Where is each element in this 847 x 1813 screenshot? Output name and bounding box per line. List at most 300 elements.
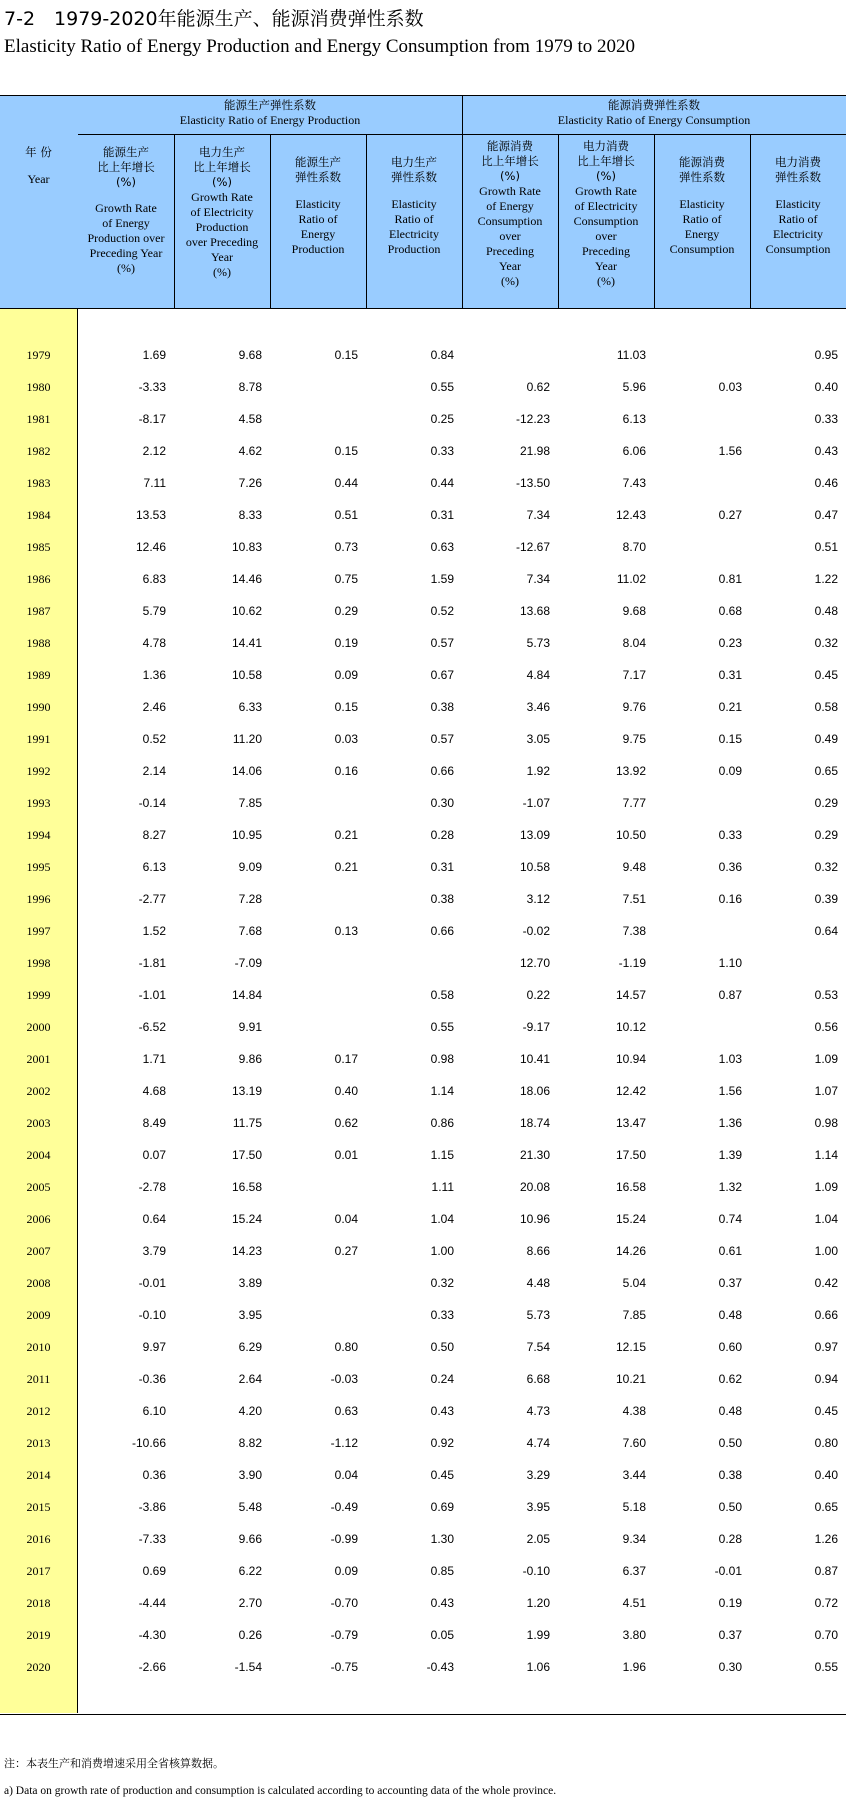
value-cell: -0.99 — [330, 1532, 358, 1546]
table-row — [0, 500, 846, 532]
value-cell: 3.95 — [526, 1500, 550, 1514]
col-header-cn: 电力生产 比上年增长 (%) — [193, 145, 251, 189]
value-cell: -0.01 — [714, 1564, 742, 1578]
value-cell: 0.69 — [430, 1500, 454, 1514]
value-cell: 4.48 — [526, 1276, 550, 1290]
value-cell: 0.09 — [718, 764, 742, 778]
value-cell: 0.21 — [334, 860, 358, 874]
value-cell: 6.13 — [622, 412, 646, 426]
value-cell: 0.86 — [430, 1116, 454, 1130]
value-cell: 0.72 — [814, 1596, 838, 1610]
value-cell: -0.10 — [138, 1308, 166, 1322]
year-header-cn: 年 份 — [25, 145, 52, 159]
value-cell: -7.33 — [138, 1532, 166, 1546]
col-header-en: Growth Rate of Electricity Consumption over Preceding Year (%) — [573, 184, 639, 288]
value-cell: 4.73 — [526, 1404, 550, 1418]
value-cell: 10.50 — [615, 828, 646, 842]
value-cell: 0.66 — [430, 924, 454, 938]
value-cell: 0.32 — [814, 860, 838, 874]
value-cell: -0.43 — [426, 1660, 454, 1674]
year-cell: 2020 — [26, 1660, 51, 1674]
table-row — [0, 1044, 846, 1076]
value-cell: 7.77 — [622, 796, 646, 810]
value-cell: 0.55 — [430, 1020, 454, 1034]
value-cell: -1.01 — [138, 988, 166, 1002]
value-cell: 4.38 — [622, 1404, 646, 1418]
value-cell: 0.47 — [814, 508, 838, 522]
value-cell: 1.52 — [142, 924, 166, 938]
value-cell: 0.31 — [430, 860, 454, 874]
year-cell: 2015 — [26, 1500, 51, 1514]
value-cell: 9.09 — [238, 860, 262, 874]
year-cell: 1985 — [26, 540, 51, 554]
value-cell: 0.52 — [430, 604, 454, 618]
value-cell: 1.32 — [718, 1180, 742, 1194]
col-header-cn: 能源生产 弹性系数 — [295, 155, 341, 184]
value-cell: 1.59 — [430, 572, 454, 586]
value-cell: 6.33 — [238, 700, 262, 714]
value-cell: 7.38 — [622, 924, 646, 938]
table-title-cn: 7-2 1979-2020年能源生产、能源消费弹性系数 — [4, 8, 424, 30]
value-cell: 4.84 — [526, 668, 550, 682]
value-cell: -0.14 — [138, 796, 166, 810]
value-cell: 10.96 — [519, 1212, 550, 1226]
year-cell: 1986 — [26, 572, 51, 586]
value-cell: 3.12 — [526, 892, 550, 906]
value-cell: 0.58 — [430, 988, 454, 1002]
year-cell: 2013 — [26, 1436, 51, 1450]
value-cell: 0.50 — [430, 1340, 454, 1354]
value-cell: -2.77 — [138, 892, 166, 906]
year-cell: 2010 — [26, 1340, 51, 1354]
value-cell: 12.70 — [519, 956, 550, 970]
table-row — [0, 1268, 846, 1300]
value-cell: 0.38 — [430, 700, 454, 714]
table-row — [0, 820, 846, 852]
value-cell: 5.73 — [526, 636, 550, 650]
value-cell: 7.85 — [622, 1308, 646, 1322]
value-cell: 0.84 — [430, 348, 454, 362]
value-cell: 0.43 — [430, 1404, 454, 1418]
value-cell: 0.44 — [334, 476, 358, 490]
value-cell: 0.01 — [334, 1148, 358, 1162]
value-cell: -10.66 — [131, 1436, 166, 1450]
year-cell: 2003 — [26, 1116, 51, 1130]
value-cell: 0.15 — [334, 444, 358, 458]
value-cell: 5.73 — [526, 1308, 550, 1322]
value-cell: -12.23 — [515, 412, 550, 426]
value-cell: 18.74 — [519, 1116, 550, 1130]
value-cell: 0.36 — [142, 1468, 166, 1482]
value-cell: 7.17 — [622, 668, 646, 682]
value-cell: 7.60 — [622, 1436, 646, 1450]
value-cell: 0.04 — [334, 1212, 358, 1226]
value-cell: 0.04 — [334, 1468, 358, 1482]
table-row — [0, 436, 846, 468]
value-cell: 1.06 — [526, 1660, 550, 1674]
value-cell: 0.98 — [814, 1116, 838, 1130]
value-cell: 0.27 — [334, 1244, 358, 1258]
value-cell: 0.85 — [430, 1564, 454, 1578]
value-cell: 7.34 — [526, 508, 550, 522]
value-cell: 9.68 — [622, 604, 646, 618]
value-cell: 2.14 — [142, 764, 166, 778]
value-cell: 0.48 — [814, 604, 838, 618]
value-cell: 3.95 — [238, 1308, 262, 1322]
table-row — [0, 372, 846, 404]
value-cell: 3.29 — [526, 1468, 550, 1482]
header-divider — [174, 134, 175, 308]
value-cell: 1.36 — [718, 1116, 742, 1130]
table-row — [0, 724, 846, 756]
value-cell: 6.13 — [142, 860, 166, 874]
value-cell: 0.33 — [430, 1308, 454, 1322]
value-cell: -0.36 — [138, 1372, 166, 1386]
year-cell: 1982 — [26, 444, 51, 458]
value-cell: 7.54 — [526, 1340, 550, 1354]
value-cell: 0.66 — [814, 1308, 838, 1322]
value-cell: 8.78 — [238, 380, 262, 394]
value-cell: 0.63 — [430, 540, 454, 554]
year-cell: 2005 — [26, 1180, 51, 1194]
value-cell: 1.69 — [142, 348, 166, 362]
value-cell: 0.09 — [334, 668, 358, 682]
value-cell: 0.57 — [430, 636, 454, 650]
value-cell: -0.79 — [330, 1628, 358, 1642]
value-cell: 9.66 — [238, 1532, 262, 1546]
year-cell: 1980 — [26, 380, 51, 394]
production-group-header — [78, 98, 462, 128]
table-row — [0, 1332, 846, 1364]
value-cell: -8.17 — [138, 412, 166, 426]
value-cell: -12.67 — [515, 540, 550, 554]
value-cell: 0.48 — [718, 1308, 742, 1322]
value-cell: 0.98 — [430, 1052, 454, 1066]
year-cell: 2018 — [26, 1596, 51, 1610]
value-cell: 9.68 — [238, 348, 262, 362]
value-cell: 0.23 — [718, 636, 742, 650]
value-cell: -1.54 — [234, 1660, 262, 1674]
value-cell: 0.62 — [526, 380, 550, 394]
col-header-en: Growth Rate of Electricity Production over Preceding Year (%) — [185, 190, 259, 279]
table-row — [0, 916, 846, 948]
value-cell: 0.39 — [814, 892, 838, 906]
value-cell: 1.04 — [814, 1212, 838, 1226]
table-row — [0, 1076, 846, 1108]
year-cell: 2017 — [26, 1564, 51, 1578]
value-cell: 9.97 — [142, 1340, 166, 1354]
table-row — [0, 404, 846, 436]
value-cell: 0.33 — [718, 828, 742, 842]
value-cell: 10.94 — [615, 1052, 646, 1066]
value-cell: 14.06 — [231, 764, 262, 778]
value-cell: 0.37 — [718, 1276, 742, 1290]
value-cell: 0.09 — [334, 1564, 358, 1578]
table-row — [0, 1012, 846, 1044]
value-cell: 9.34 — [622, 1532, 646, 1546]
value-cell: 0.07 — [142, 1148, 166, 1162]
col-header-en: Growth Rate of Energy Consumption over Preceding Year (%) — [477, 184, 543, 288]
value-cell: -6.52 — [138, 1020, 166, 1034]
value-cell: 0.65 — [814, 1500, 838, 1514]
value-cell: 0.30 — [430, 796, 454, 810]
value-cell: 4.58 — [238, 412, 262, 426]
table-top-rule — [0, 95, 846, 96]
table-row — [0, 628, 846, 660]
value-cell: 12.42 — [615, 1084, 646, 1098]
value-cell: 6.10 — [142, 1404, 166, 1418]
value-cell: 0.70 — [814, 1628, 838, 1642]
value-cell: 0.32 — [814, 636, 838, 650]
value-cell: 0.29 — [334, 604, 358, 618]
value-cell: 0.03 — [718, 380, 742, 394]
value-cell: 2.70 — [238, 1596, 262, 1610]
col-header-en: Elasticity Ratio of Electricity Production — [387, 197, 441, 256]
value-cell: 1.36 — [142, 668, 166, 682]
value-cell: 0.21 — [334, 828, 358, 842]
year-cell: 2012 — [26, 1404, 51, 1418]
value-cell: 1.00 — [430, 1244, 454, 1258]
table-row — [0, 1492, 846, 1524]
value-cell: 0.36 — [718, 860, 742, 874]
value-cell: 0.64 — [814, 924, 838, 938]
table-row — [0, 1428, 846, 1460]
table-row — [0, 1300, 846, 1332]
value-cell: 7.26 — [238, 476, 262, 490]
value-cell: 1.39 — [718, 1148, 742, 1162]
table-row — [0, 1460, 846, 1492]
value-cell: 13.09 — [519, 828, 550, 842]
col-header-cn: 电力生产 弹性系数 — [391, 155, 437, 184]
value-cell: 4.68 — [142, 1084, 166, 1098]
value-cell: -0.75 — [330, 1660, 358, 1674]
table-row — [0, 884, 846, 916]
value-cell: 0.19 — [334, 636, 358, 650]
value-cell: -0.03 — [330, 1372, 358, 1386]
value-cell: 0.17 — [334, 1052, 358, 1066]
value-cell: 12.46 — [135, 540, 166, 554]
value-cell: 0.62 — [334, 1116, 358, 1130]
value-cell: 9.76 — [622, 700, 646, 714]
value-cell: 0.31 — [430, 508, 454, 522]
table-bottom-rule — [0, 1714, 846, 1715]
year-header — [0, 145, 77, 187]
value-cell: 5.96 — [622, 380, 646, 394]
value-cell: 0.62 — [718, 1372, 742, 1386]
value-cell: 12.15 — [615, 1340, 646, 1354]
value-cell: 0.25 — [430, 412, 454, 426]
table-row — [0, 1364, 846, 1396]
value-cell: 13.19 — [231, 1084, 262, 1098]
col-header-energy-consumption-growth — [462, 139, 558, 289]
value-cell: 6.68 — [526, 1372, 550, 1386]
value-cell: 0.55 — [814, 1660, 838, 1674]
value-cell: 0.40 — [814, 380, 838, 394]
value-cell: 0.46 — [814, 476, 838, 490]
year-cell: 1999 — [26, 988, 51, 1002]
table-row — [0, 852, 846, 884]
year-cell: 1989 — [26, 668, 51, 682]
col-header-cn: 电力消费 比上年增长 (%) — [577, 139, 635, 183]
value-cell: 0.97 — [814, 1340, 838, 1354]
value-cell: 0.43 — [430, 1596, 454, 1610]
value-cell: 15.24 — [615, 1212, 646, 1226]
col-header-en: Elasticity Ratio of Energy Production — [291, 197, 345, 256]
year-cell: 2007 — [26, 1244, 51, 1258]
value-cell: 0.87 — [814, 1564, 838, 1578]
value-cell: 0.27 — [718, 508, 742, 522]
value-cell: 4.74 — [526, 1436, 550, 1450]
value-cell: 0.67 — [430, 668, 454, 682]
value-cell: 4.62 — [238, 444, 262, 458]
table-row — [0, 1236, 846, 1268]
value-cell: 0.95 — [814, 348, 838, 362]
value-cell: 0.45 — [814, 1404, 838, 1418]
value-cell: 11.75 — [232, 1116, 262, 1130]
value-cell: 2.46 — [142, 700, 166, 714]
year-cell: 1995 — [26, 860, 51, 874]
value-cell: 13.47 — [615, 1116, 646, 1130]
value-cell: 10.58 — [231, 668, 262, 682]
value-cell: 0.03 — [334, 732, 358, 746]
value-cell: 0.37 — [718, 1628, 742, 1642]
value-cell: 4.51 — [622, 1596, 646, 1610]
value-cell: 4.20 — [238, 1404, 262, 1418]
year-cell: 1984 — [26, 508, 51, 522]
value-cell: 0.40 — [814, 1468, 838, 1482]
value-cell: 0.33 — [430, 444, 454, 458]
table-row — [0, 660, 846, 692]
col-header-cn: 能源消费 比上年增长 (%) — [481, 139, 539, 183]
table-row — [0, 564, 846, 596]
value-cell: 7.43 — [622, 476, 646, 490]
year-cell: 2011 — [26, 1372, 51, 1386]
table-row — [0, 1620, 846, 1652]
value-cell: 0.48 — [718, 1404, 742, 1418]
col-header-electricity-production-elasticity — [366, 155, 462, 257]
value-cell: 0.51 — [334, 508, 358, 522]
value-cell: 0.52 — [142, 732, 166, 746]
value-cell: 3.79 — [142, 1244, 166, 1258]
value-cell: -1.07 — [522, 796, 550, 810]
col-header-en: Elasticity Ratio of Energy Consumption — [669, 197, 735, 256]
year-cell: 1993 — [26, 796, 51, 810]
col-header-en: Growth Rate of Energy Production over Preceding Year (%) — [87, 201, 165, 275]
consumption-group-header — [462, 98, 846, 128]
value-cell: 0.19 — [718, 1596, 742, 1610]
value-cell: 0.15 — [334, 348, 358, 362]
header-divider — [654, 134, 655, 308]
value-cell: 13.92 — [615, 764, 646, 778]
col-header-energy-production-growth — [78, 145, 174, 276]
col-header-energy-consumption-elasticity — [654, 155, 750, 257]
value-cell: 14.41 — [231, 636, 262, 650]
value-cell: 9.48 — [622, 860, 646, 874]
value-cell: 8.82 — [238, 1436, 262, 1450]
col-header-en: Elasticity Ratio of Electricity Consumption — [765, 197, 831, 256]
value-cell: 1.07 — [814, 1084, 838, 1098]
year-header-en: Year — [27, 172, 50, 186]
value-cell: 0.05 — [430, 1628, 454, 1642]
value-cell: 17.50 — [615, 1148, 646, 1162]
value-cell: 0.51 — [814, 540, 838, 554]
value-cell: 1.00 — [814, 1244, 838, 1258]
year-cell: 2009 — [26, 1308, 51, 1322]
value-cell: 0.38 — [430, 892, 454, 906]
value-cell: 0.63 — [334, 1404, 358, 1418]
value-cell: -2.66 — [138, 1660, 166, 1674]
value-cell: 0.55 — [430, 380, 454, 394]
value-cell: -1.12 — [330, 1436, 358, 1450]
table-row — [0, 1140, 846, 1172]
value-cell: -0.10 — [522, 1564, 550, 1578]
value-cell: 1.92 — [526, 764, 550, 778]
value-cell: 0.50 — [718, 1500, 742, 1514]
value-cell: 8.27 — [142, 828, 166, 842]
value-cell: 8.66 — [526, 1244, 550, 1258]
value-cell: 14.84 — [231, 988, 262, 1002]
year-cell: 1990 — [26, 700, 51, 714]
consumption-group-cn: 能源消费弹性系数 — [608, 98, 700, 112]
table-row — [0, 788, 846, 820]
value-cell: 7.28 — [238, 892, 262, 906]
value-cell: 1.22 — [814, 572, 838, 586]
value-cell: 9.75 — [622, 732, 646, 746]
year-cell: 2001 — [26, 1052, 51, 1066]
col-header-cn: 能源消费 弹性系数 — [679, 155, 725, 184]
value-cell: 13.53 — [135, 508, 166, 522]
header-divider — [750, 134, 751, 308]
value-cell: -13.50 — [515, 476, 550, 490]
value-cell: 0.33 — [814, 412, 838, 426]
year-cell: 1981 — [26, 412, 51, 426]
value-cell: 0.68 — [718, 604, 742, 618]
value-cell: 0.15 — [334, 700, 358, 714]
value-cell: 0.56 — [814, 1020, 838, 1034]
value-cell: 1.15 — [430, 1148, 454, 1162]
production-group-en: Elasticity Ratio of Energy Production — [179, 113, 361, 127]
value-cell: 5.18 — [622, 1500, 646, 1514]
value-cell: 1.26 — [814, 1532, 838, 1546]
table-row — [0, 948, 846, 980]
value-cell: 0.80 — [814, 1436, 838, 1450]
value-cell: 3.80 — [622, 1628, 646, 1642]
value-cell: 0.87 — [718, 988, 742, 1002]
value-cell: 3.44 — [622, 1468, 646, 1482]
year-cell: 2002 — [26, 1084, 51, 1098]
year-cell: 2006 — [26, 1212, 51, 1226]
value-cell: 5.48 — [238, 1500, 262, 1514]
value-cell: 0.75 — [334, 572, 358, 586]
value-cell: 3.46 — [526, 700, 550, 714]
value-cell: 0.24 — [430, 1372, 454, 1386]
value-cell: 16.58 — [231, 1180, 262, 1194]
year-cell: 2000 — [26, 1020, 51, 1034]
value-cell: 1.11 — [431, 1180, 454, 1194]
value-cell: -7.09 — [234, 956, 262, 970]
table-row — [0, 1524, 846, 1556]
table-row — [0, 1396, 846, 1428]
value-cell: 15.24 — [231, 1212, 262, 1226]
table-title-en: Elasticity Ratio of Energy Production and Energy Consumption from 1979 to 2020 — [4, 36, 635, 57]
value-cell: 1.03 — [718, 1052, 742, 1066]
value-cell: 0.66 — [430, 764, 454, 778]
year-cell: 1987 — [26, 604, 51, 618]
table-row — [0, 596, 846, 628]
value-cell: 0.73 — [334, 540, 358, 554]
value-cell: 6.37 — [622, 1564, 646, 1578]
value-cell: 0.53 — [814, 988, 838, 1002]
